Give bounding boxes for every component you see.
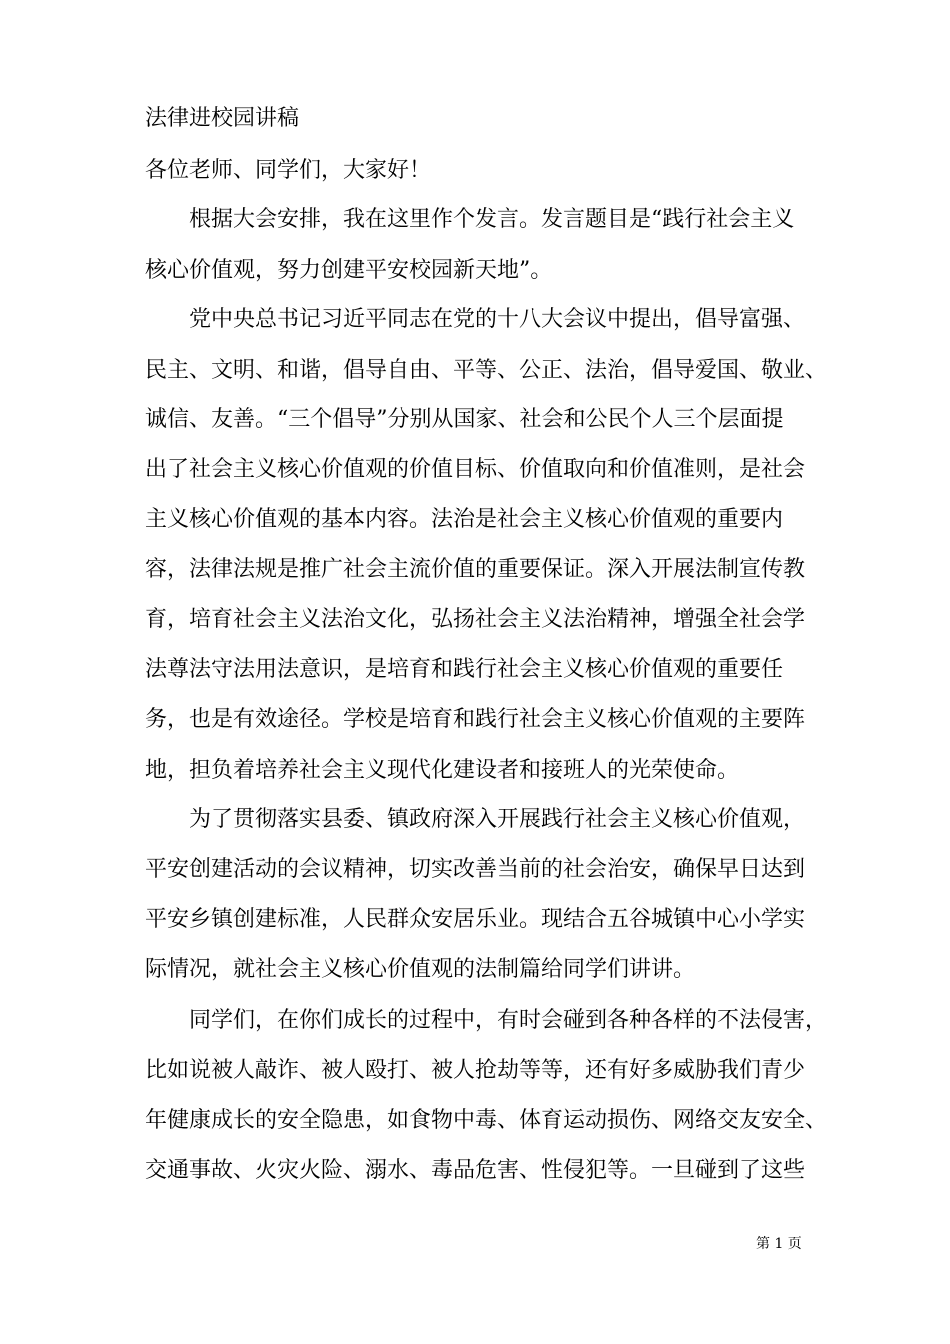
body-line: 核心价值观，努力创建平安校园新天地”。 xyxy=(145,258,553,283)
greeting: 各位老师、同学们，大家好！ xyxy=(145,158,432,183)
body-line: 地，担负着培养社会主义现代化建设者和接班人的光荣使命。 xyxy=(145,758,740,783)
body-line: 根据大会安排，我在这里作个发言。发言题目是“践行社会主义 xyxy=(189,207,795,232)
body-line: 法尊法守法用法意识，是培育和践行社会主义核心价值观的重要任 xyxy=(145,657,784,682)
body-line: 育，培育社会主义法治文化，弘扬社会主义法治精神，增强全社会学 xyxy=(145,607,806,632)
body-line: 平安创建活动的会议精神，切实改善当前的社会治安，确保早日达到 xyxy=(145,857,806,882)
body-line: 诚信、友善。“三个倡导”分别从国家、社会和公民个人三个层面提 xyxy=(145,407,784,432)
body-line: 容，法律法规是推广社会主流价值的重要保证。深入开展法制宣传教 xyxy=(145,557,806,582)
body-line: 出了社会主义核心价值观的价值目标、价值取向和价值准则，是社会 xyxy=(145,457,806,482)
body-line: 同学们，在你们成长的过程中，有时会碰到各种各样的不法侵害， xyxy=(189,1008,828,1033)
body-line: 党中央总书记习近平同志在党的十八大会议中提出，倡导富强、 xyxy=(189,307,806,332)
body-line: 比如说被人敲诈、被人殴打、被人抢劫等等，还有好多威胁我们青少 xyxy=(145,1058,806,1083)
body-line: 年健康成长的安全隐患，如食物中毒、体育运动损伤、网络交友安全、 xyxy=(145,1108,828,1133)
body-line: 平安乡镇创建标准，人民群众安居乐业。现结合五谷城镇中心小学实 xyxy=(145,907,806,932)
body-line: 交通事故、火灾火险、溺水、毒品危害、性侵犯等。一旦碰到了这些 xyxy=(145,1158,806,1183)
page-number: 第 1 页 xyxy=(756,1236,802,1252)
document-title: 法律进校园讲稿 xyxy=(145,106,300,131)
body-line: 为了贯彻落实县委、镇政府深入开展践行社会主义核心价值观， xyxy=(189,807,806,832)
body-line: 民主、文明、和谐，倡导自由、平等、公正、法治，倡导爱国、敬业、 xyxy=(145,358,828,383)
body-line: 务，也是有效途径。学校是培育和践行社会主义核心价值观的主要阵 xyxy=(145,707,806,732)
body-line: 主义核心价值观的基本内容。法治是社会主义核心价值观的重要内 xyxy=(145,507,784,532)
body-line: 际情况，就社会主义核心价值观的法制篇给同学们讲讲。 xyxy=(145,957,696,982)
